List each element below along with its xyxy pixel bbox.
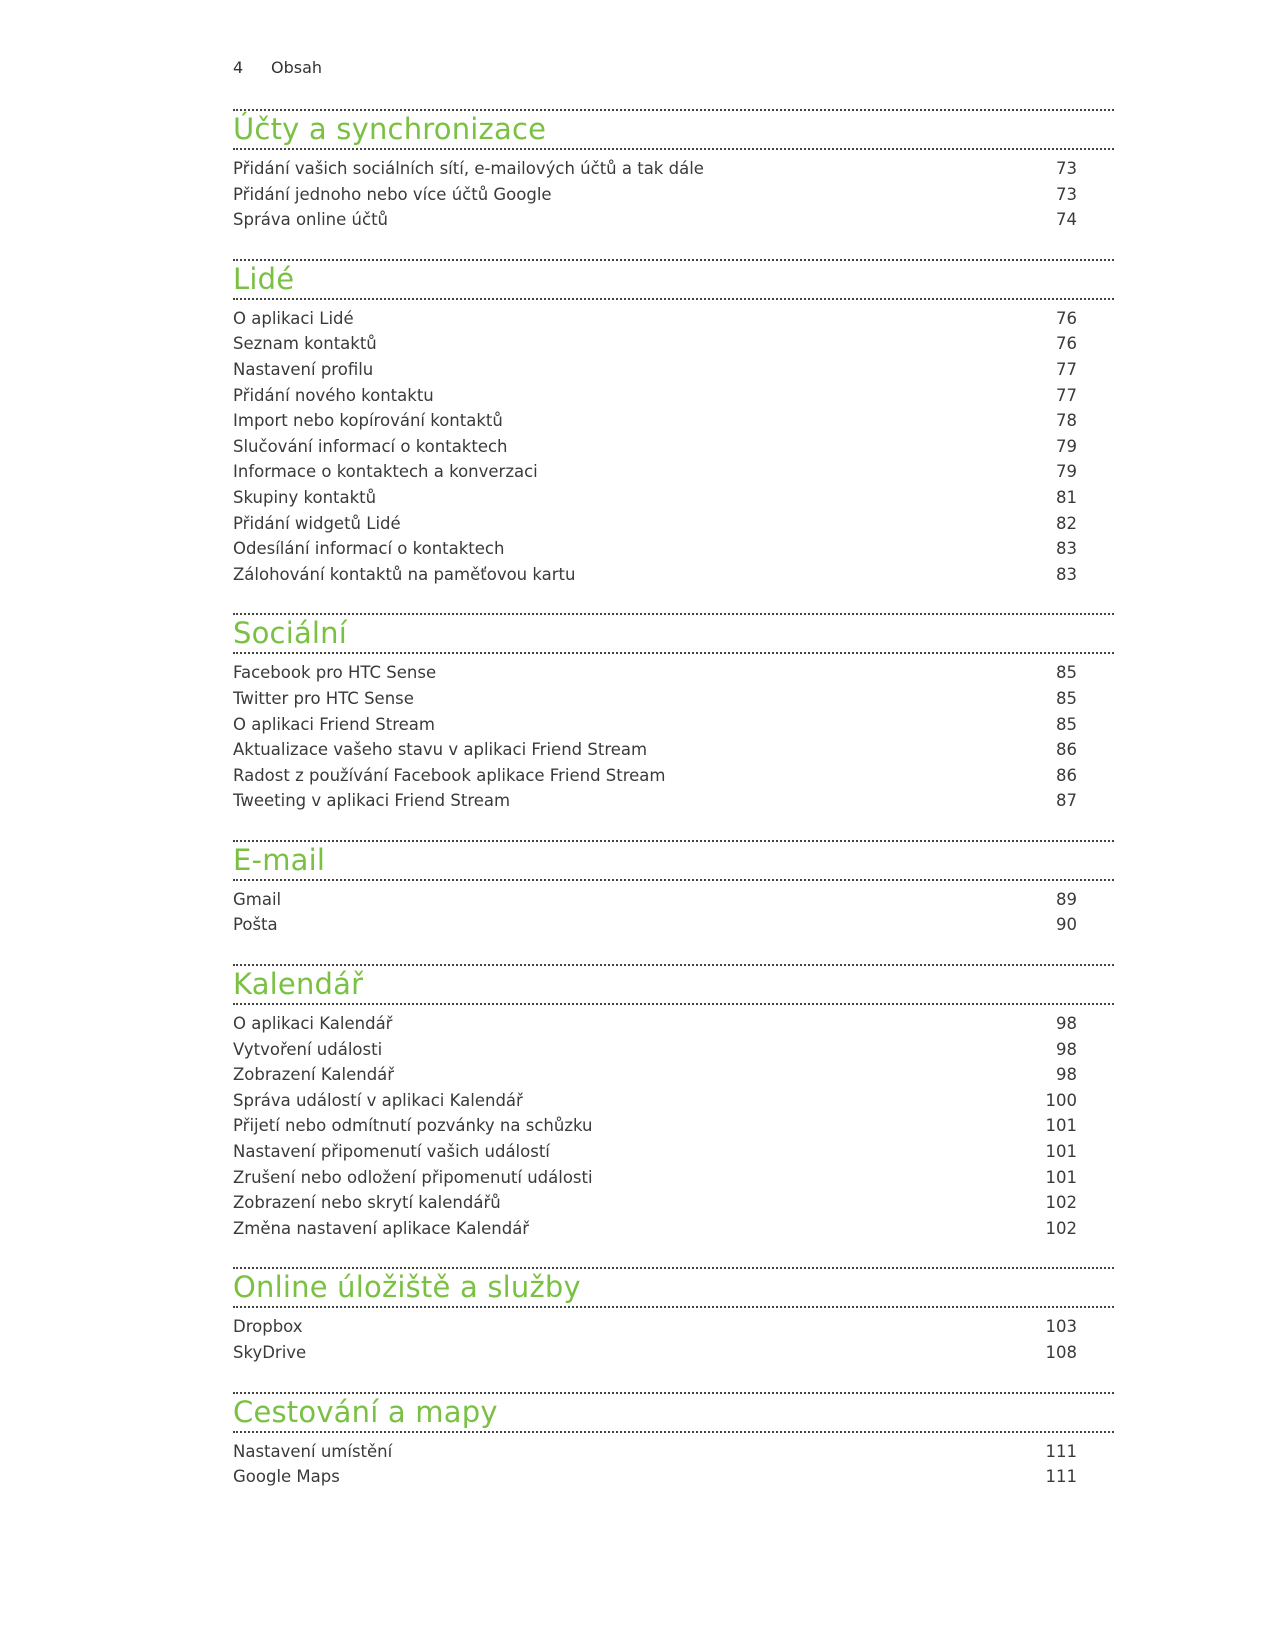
toc-entry-label: Přijetí nebo odmítnutí pozvánky na schůzku [233, 1116, 593, 1136]
toc-section [233, 109, 1114, 233]
toc-entry[interactable] [233, 182, 1077, 208]
toc-entry-page: 111 [1045, 1441, 1077, 1461]
section-header [233, 964, 1114, 1005]
section-entries [233, 1433, 1114, 1490]
section-entries [233, 150, 1114, 233]
page-header [233, 58, 322, 77]
toc-entry[interactable] [233, 1165, 1077, 1191]
toc-entry-page: 77 [1056, 359, 1077, 379]
section-header [233, 1267, 1114, 1308]
toc-entry-label: Vytvoření události [233, 1039, 383, 1059]
toc-entry-label: Odesílání informací o kontaktech [233, 539, 505, 559]
toc-entry[interactable] [233, 1037, 1077, 1063]
toc-entry[interactable] [233, 1088, 1077, 1114]
toc-entry-page: 81 [1056, 487, 1077, 507]
toc-entry[interactable] [233, 511, 1077, 537]
toc-entry[interactable] [233, 763, 1077, 789]
toc-entry[interactable] [233, 408, 1077, 434]
toc-section [233, 964, 1114, 1241]
toc-entry-label: Facebook pro HTC Sense [233, 663, 437, 683]
toc-entry-page: 83 [1056, 564, 1077, 584]
section-entries [233, 1308, 1114, 1365]
toc-entry[interactable] [233, 1113, 1077, 1139]
section-title: Cestování a mapy [233, 1394, 498, 1429]
toc-entry-page: 101 [1045, 1116, 1077, 1136]
toc-entry-label: Správa online účtů [233, 210, 388, 230]
toc-entry-label: Nastavení umístění [233, 1441, 393, 1461]
toc-entry-label: SkyDrive [233, 1343, 307, 1362]
toc-entry-label: Změna nastavení aplikace Kalendář [233, 1218, 530, 1238]
section-header [233, 1392, 1114, 1433]
toc-entry-label: Import nebo kopírování kontaktů [233, 411, 503, 431]
toc-entry-page: 101 [1045, 1142, 1077, 1162]
toc-entry[interactable] [233, 1216, 1077, 1242]
toc-entry-page: 77 [1056, 385, 1077, 405]
toc-entry-label: Přidání nového kontaktu [233, 385, 434, 405]
toc-entry[interactable] [233, 1314, 1077, 1340]
toc-entry[interactable] [233, 459, 1077, 485]
toc-entry[interactable] [233, 1190, 1077, 1216]
toc-entry-label: Seznam kontaktů [233, 334, 377, 354]
toc-entry-page: 86 [1056, 740, 1077, 760]
toc-entry-label: Zobrazení Kalendář [233, 1065, 395, 1085]
section-header [233, 259, 1114, 300]
toc-entry-label: Správa událostí v aplikaci Kalendář [233, 1090, 523, 1110]
toc-entry[interactable] [233, 1139, 1077, 1165]
toc-section [233, 1267, 1114, 1365]
toc-entry[interactable] [233, 306, 1077, 332]
toc-entry-label: Twitter pro HTC Sense [233, 688, 414, 708]
toc-entry[interactable] [233, 912, 1077, 938]
toc-entry[interactable] [233, 1011, 1077, 1037]
toc-entry-label: Slučování informací o kontaktech [233, 436, 508, 456]
section-header [233, 109, 1114, 150]
toc-entry-page: 102 [1045, 1218, 1077, 1238]
section-title: Online úložiště a služby [233, 1270, 581, 1305]
toc-section [233, 613, 1114, 814]
section-entries [233, 654, 1114, 814]
toc-entry-label: Pošta [233, 915, 278, 935]
toc-entry-label: Tweeting v aplikaci Friend Stream [233, 791, 511, 811]
toc-entry-page: 98 [1056, 1065, 1077, 1085]
toc-entry-label: Nastavení profilu [233, 359, 374, 379]
toc-entry-page: 101 [1045, 1167, 1077, 1187]
toc-entry-label: Nastavení připomenutí vašich událostí [233, 1142, 550, 1162]
toc-entry[interactable] [233, 485, 1077, 511]
toc-entry-label: Přidání widgetů Lidé [233, 513, 401, 533]
toc-entry[interactable] [233, 737, 1077, 763]
toc-entry-label: Google Maps [233, 1467, 340, 1487]
toc-entry-label: Aktualizace vašeho stavu v aplikaci Friend Stream [233, 740, 648, 760]
toc-entry[interactable] [233, 383, 1077, 409]
toc-entry[interactable] [233, 1062, 1077, 1088]
toc-entry-page: 85 [1056, 663, 1077, 683]
toc-entry[interactable] [233, 660, 1077, 686]
toc-section [233, 259, 1114, 588]
header-title: Obsah [271, 58, 323, 77]
toc-entry-page: 82 [1056, 513, 1077, 533]
toc-entry-page: 79 [1056, 436, 1077, 456]
toc-entry-label: Přidání vašich sociálních sítí, e-mailových účtů a tak dále [233, 159, 704, 178]
toc-entry-page: 73 [1056, 184, 1077, 204]
toc-entry-page: 83 [1056, 539, 1077, 559]
toc-entry-page: 78 [1056, 411, 1077, 431]
toc-entry[interactable] [233, 562, 1077, 588]
toc-entry-page: 76 [1056, 308, 1077, 328]
toc-entry[interactable] [233, 156, 1077, 182]
toc-entry-label: Informace o kontaktech a konverzaci [233, 462, 538, 482]
toc-entry[interactable] [233, 357, 1077, 383]
toc-entry-page: 108 [1045, 1343, 1077, 1362]
page-number: 4 [233, 58, 244, 77]
toc-entry-label: Radost z používání Facebook aplikace Friend Stream [233, 765, 666, 785]
toc-entry[interactable] [233, 1439, 1077, 1465]
toc-entry[interactable] [233, 207, 1077, 233]
toc-entry[interactable] [233, 788, 1077, 814]
toc-entry-label: Zobrazení nebo skrytí kalendářů [233, 1193, 501, 1213]
toc-entry-page: 79 [1056, 462, 1077, 482]
toc-entry-page: 86 [1056, 765, 1077, 785]
toc-entry[interactable] [233, 686, 1077, 712]
toc-entry[interactable] [233, 434, 1077, 460]
toc-entry-page: 85 [1056, 714, 1077, 734]
toc-entry-page: 76 [1056, 334, 1077, 354]
toc-entry[interactable] [233, 331, 1077, 357]
section-title: Kalendář [233, 967, 364, 1002]
section-entries [233, 881, 1114, 938]
toc-entry-page: 111 [1045, 1467, 1077, 1487]
toc-entry-page: 98 [1056, 1014, 1077, 1034]
toc-entry[interactable] [233, 887, 1077, 913]
section-title: Sociální [233, 616, 348, 651]
toc-entry-label: Skupiny kontaktů [233, 487, 377, 507]
section-header [233, 840, 1114, 881]
toc-entry-page: 98 [1056, 1039, 1077, 1059]
toc-entry[interactable] [233, 1340, 1077, 1366]
toc-entry-label: Gmail [233, 889, 282, 909]
toc-entry[interactable] [233, 712, 1077, 738]
toc-entry-page: 103 [1045, 1317, 1077, 1337]
toc-entry-label: Zrušení nebo odložení připomenutí události [233, 1167, 593, 1187]
table-of-contents [233, 109, 1114, 1516]
toc-entry-label: O aplikaci Lidé [233, 308, 354, 328]
section-entries [233, 1005, 1114, 1241]
toc-entry-label: Zálohování kontaktů na paměťovou kartu [233, 564, 576, 584]
toc-entry-page: 100 [1045, 1090, 1077, 1110]
section-header [233, 613, 1114, 654]
toc-entry-page: 85 [1056, 688, 1077, 708]
section-title: E-mail [233, 842, 326, 877]
toc-entry-label: Přidání jednoho nebo více účtů Google [233, 184, 552, 204]
toc-entry-label: O aplikaci Kalendář [233, 1014, 393, 1034]
toc-entry[interactable] [233, 536, 1077, 562]
toc-section [233, 1392, 1114, 1490]
toc-entry-page: 90 [1056, 915, 1077, 935]
toc-entry-page: 89 [1056, 889, 1077, 909]
section-entries [233, 300, 1114, 588]
toc-entry-page: 102 [1045, 1193, 1077, 1213]
toc-entry-page: 87 [1056, 791, 1077, 811]
toc-section [233, 840, 1114, 938]
toc-entry-label: O aplikaci Friend Stream [233, 714, 435, 734]
toc-entry-label: Dropbox [233, 1317, 303, 1337]
section-title: Lidé [233, 261, 295, 296]
toc-entry-page: 74 [1056, 210, 1077, 230]
toc-entry-page: 73 [1056, 159, 1077, 178]
toc-entry[interactable] [233, 1464, 1077, 1490]
section-title: Účty a synchronizace [233, 112, 547, 146]
